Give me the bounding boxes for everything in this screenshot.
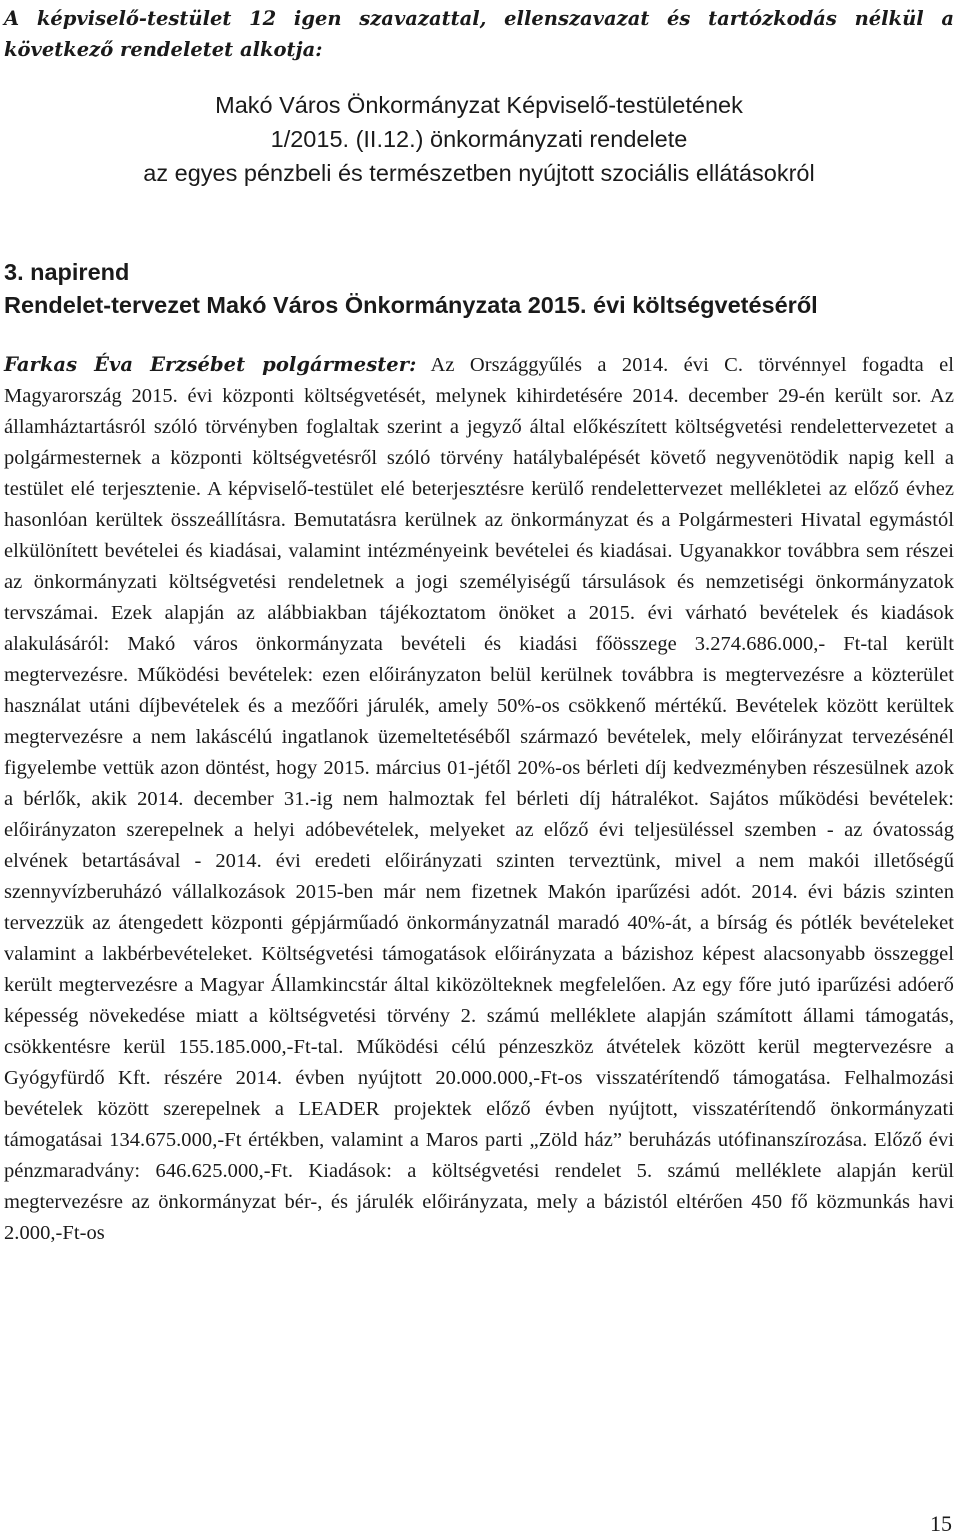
speaker-name: Farkas Éva Erzsébet polgármester: (4, 353, 417, 376)
resolution-intro: A képviselő-testület 12 igen szavazattal, ellenszavazat és tartózkodás nélkül a következő rendeletet alkotja: (4, 7, 954, 61)
decree-title-line-1: Makó Város Önkormányzat Képviselő-testületének (215, 92, 743, 118)
decree-title-line-3: az egyes pénzbeli és természetben nyújtott szociális ellátásokról (143, 160, 815, 186)
agenda-item-title: Rendelet-tervezet Makó Város Önkormányzata 2015. évi költségvetéséről (4, 292, 818, 318)
document-page (4, 0, 954, 1270)
speech-text: Az Országgyűlés a 2014. évi C. törvénnyel fogadta el Magyarország 2015. évi központi költségvetését, melynek kihirdetésére 2014. december 29-én került sor. Az államháztartásról szóló törvényben foglaltak szerint a jegyző által előkészített költségvetési rendelettervezetet a polgármesternek a központi költségvetésről szóló törvény hatálybalépését követő negyvenötödik napig kell a testület elé terjesztenie. A képviselő-testület elé beterjesztésre kerülő rendelettervezet mellékletei az előző évhez hasonlóan kerültek összeállításra. Bemutatásra kerülnek az önkormányzat és a Polgármesteri Hivatal egymástól elkülönített bevételei és kiadásai, valamint intézményeink bevételei és kiadásai. Ugyanakkor továbbra sem részei az önkormányzati költségvetési rendeletnek a jogi személyiségű társulások és nemzetiségi önkormányzatok tervszámai. Ezek alapján az alábbiakban tájékoztatom önöket a 2015. évi várható bevételek és kiadások alakulásáról: Makó város önkormányzata bevételi és kiadási főösszege 3.274.686.000,- Ft-tal került megtervezésre. Működési bevételek: ezen előirányzaton belül kerülnek továbbra is megtervezésre a közterület használat utáni díjbevételek és a mezőőri járulék, amely 50%-os csökkenő mértékű. Bevételek között kerültek megtervezésre a nem lakáscélú ingatlanok üzemeltetéséből származó bevételek, mely előirányzat tervezésénél figyelembe vettük azon döntést, hogy 2015. március 01-jétől 20%-os bérleti díj kedvezményben részesülnek azok a bérlők, akik 2014. december 31.-ig nem halmoztak fel bérleti díj hátralékot. Sajátos működési bevételek: előirányzaton szerepelnek a helyi adóbevételek, melyeket az előző évi teljesüléssel szemben - az óvatosság elvének betartásával - 2014. évi eredeti előirányzati szinten terveztünk, mivel a nem makói illetőségű szennyvízberuházó vállalkozások 2015-ben már nem fizetnek Makón iparűzési adót. 2014. évi bázis szinten tervezzük az átengedett központi gépjárműadó önkormányzatnál maradó 40%-át, a bírság és pótlék bevételeket valamint a lakbérbevételeket. Költségvetési támogatások előirányzata a bázishoz képest alacsonyabb összeggel került megtervezésre a Magyar Államkincstár által kiközölteknek megfelelően. Az egy főre jutó iparűzési adóerő képesség növekedése miatt a költségvetési törvény 2. számú melléklete alapján számított állami támogatás, csökkentésre kerül 155.185.000,-Ft-tal. Működési célú pénzeszköz átvételek között kerül megtervezésre a Gyógyfürdő Kft. részére 2014. évben nyújtott 20.000.000,-Ft-os visszatérítendő támogatása. Felhalmozási bevételek között szerepelnek a LEADER projektek előző évben nyújtott, visszatérítendő önkormányzati támogatásai 134.675.000,-Ft értékben, valamint a Maros parti „Zöld ház” beruházás utófinanszírozása. Előző évi pénzmaradvány: 646.625.000,-Ft. Kiadások: a költségvetési rendelet 5. számú melléklete alapján kerül megtervezésre az önkormányzat bér-, és járulék előirányzata, mely a bázistól eltérően 450 fő közmunkás havi 2.000,-Ft-os (4, 354, 955, 1244)
speech-paragraph (4, 349, 954, 1249)
agenda-heading (4, 256, 954, 322)
decree-title (4, 88, 954, 190)
agenda-item-number: 3. napirend (4, 259, 130, 285)
decree-title-line-2: 1/2015. (II.12.) önkormányzati rendelete (270, 126, 688, 152)
page-number: 15 (930, 1511, 952, 1536)
